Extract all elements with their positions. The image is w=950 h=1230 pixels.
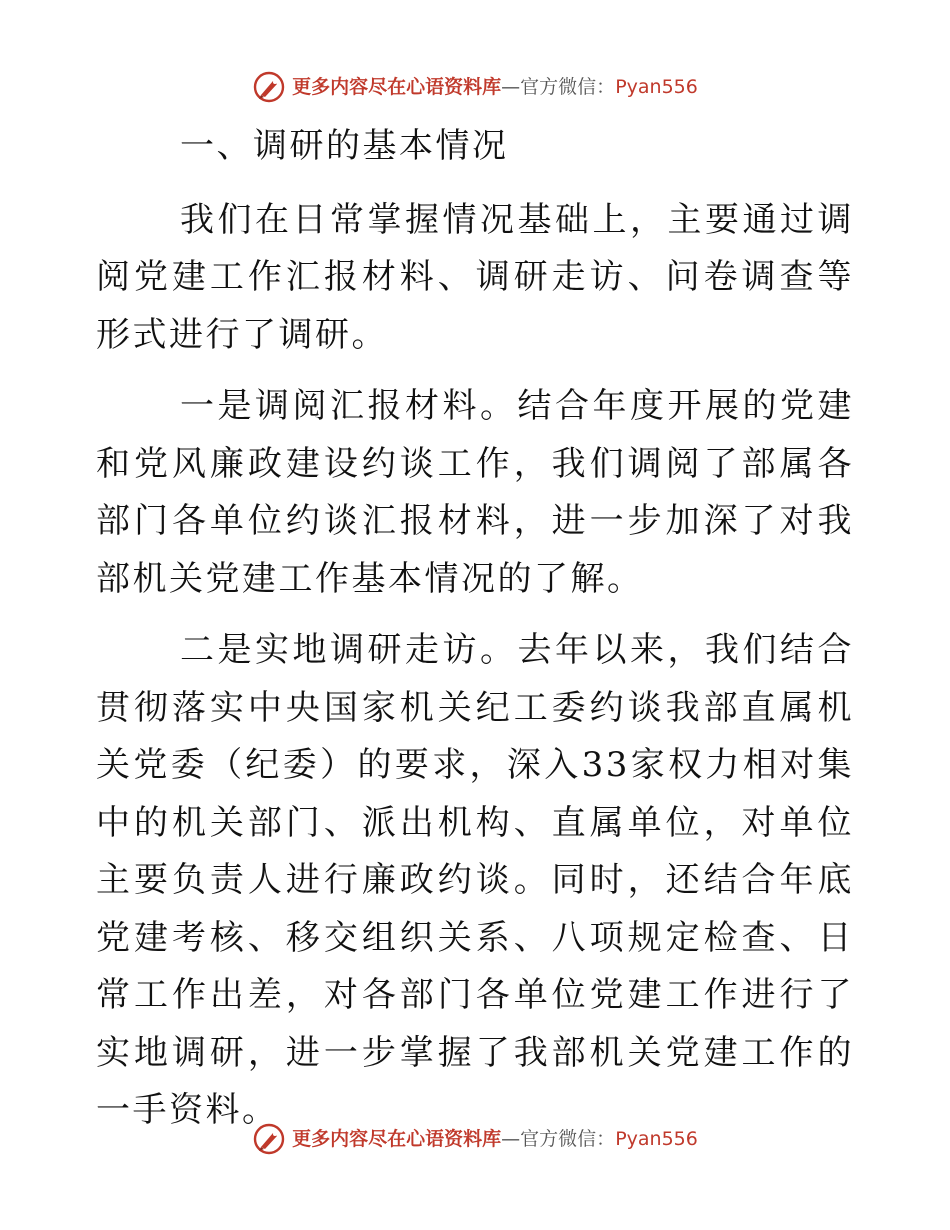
watermark-text: 更多内容尽在心语资料库—官方微信：Pyan556 bbox=[292, 1128, 698, 1150]
watermark-header bbox=[0, 70, 950, 104]
paragraph-field-visits: 二是实地调研走访。去年以来，我们结合贯彻落实中央国家机关纪工委约谈我部直属机关党委（纪委）的要求，深入33家权力相对集中的机关部门、派出机构、直属单位，对单位主要负责人进行廉政约谈。同时，还结合年底党建考核、移交组织关系、八项规定检查、日常工作出差，对各部门各单位党建工作进行了实地调研，进一步掌握了我部机关党建工作的一手资料。 bbox=[96, 630, 854, 1130]
paragraph-intro: 我们在日常掌握情况基础上，主要通过调阅党建工作汇报材料、调研走访、问卷调查等形式进行了调研。 bbox=[96, 199, 854, 355]
paragraph-materials: 一是调阅汇报材料。结合年度开展的党建和党风廉政建设约谈工作，我们调阅了部属各部门各单位约谈汇报材料，进一步加深了对我部机关党建工作基本情况的了解。 bbox=[96, 386, 854, 599]
watermark-text: 更多内容尽在心语资料库—官方微信：Pyan556 bbox=[292, 76, 698, 98]
watermark-footer bbox=[0, 1122, 950, 1156]
document-body bbox=[96, 118, 854, 1154]
section-heading: 一、调研的基本情况 bbox=[180, 126, 509, 166]
pen-logo-icon bbox=[252, 1122, 286, 1156]
pen-logo-icon bbox=[252, 70, 286, 104]
